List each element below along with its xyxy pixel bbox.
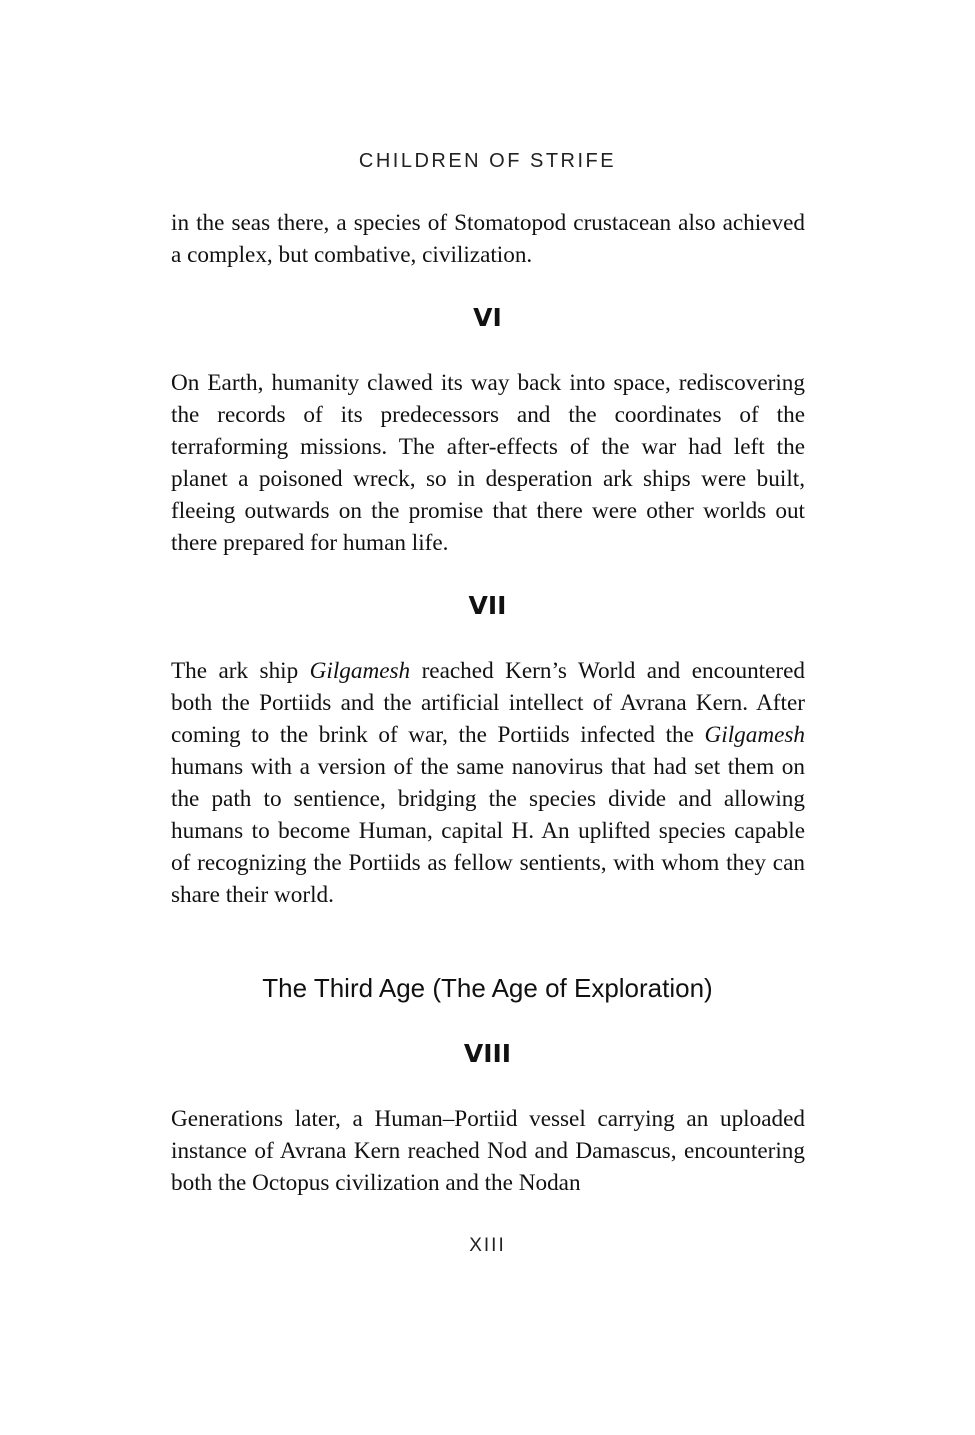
paragraph-vi: On Earth, humanity clawed its way back into space, rediscovering the records of its predecessors and the coordinates of the terraforming missions. The after-effects of the war had left the planet a poisoned wreck, so in desperation ark ships were built, fleeing outwards on the promise that there were other worlds out there prepared for human life. [171,370,805,556]
age-heading: The Third Age (The Age of Exploration) [262,973,713,1003]
running-head: CHILDREN OF STRIFE [358,150,617,172]
section-number-vi: VI [473,303,502,332]
ship-name-italic: Gilgamesh [704,722,805,748]
section-number-viii: VIII [463,1039,512,1068]
ship-name-italic: Gilgamesh [309,658,411,684]
paragraph-vii: The ark ship Gilgamesh reached Kern’s World and encountered both the Portiids and the artificial intellect of Avrana Kern. After coming to the brink of war, the Portiids infected the Gilgamesh humans with a version of the same nanovirus that had set them on the path to sentience, bridging the species divide and allowing humans to become Human, capital H. An uplifted species capable of recognizing the Portiids as fellow sentients, with whom they can share their world. [171,658,805,908]
paragraph-viii: Generations later, a Human–Portiid vessel carrying an uploaded instance of Avrana Kern reached Nod and Damascus, encountering both the Octopus civilization and the Nodan [171,1106,805,1196]
paragraph-intro: in the seas there, a species of Stomatopod crustacean also achieved a complex, but combative, civilization. [171,210,805,268]
section-number-vii: VII [468,591,507,620]
page-number: XIII [469,1235,506,1256]
